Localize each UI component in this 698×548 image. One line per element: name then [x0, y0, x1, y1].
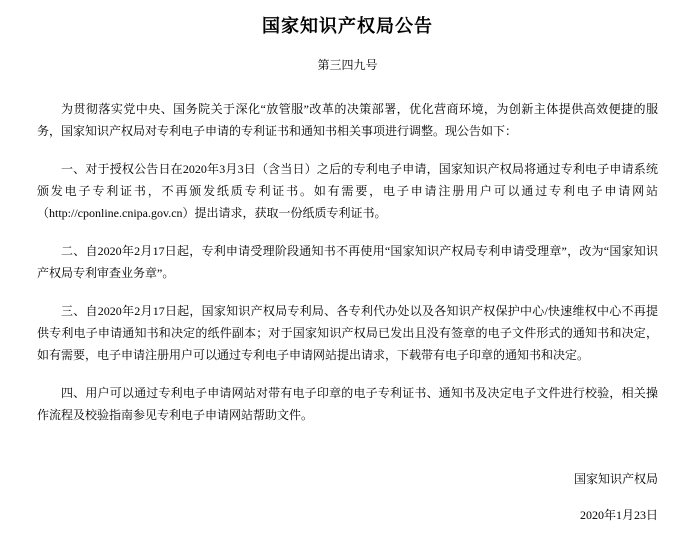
issuer-signature: 国家知识产权局 [573, 472, 658, 486]
announcement-number: 第三四九号 [317, 58, 378, 72]
body-paragraph-item-4: 四、用户可以通过专利电子申请网站对带有电子印章的电子专利证书、通知书及决定电子文件进行校验，相关操作流程及校验指南参见专利电子申请网站帮助文件。 [37, 386, 658, 422]
announcement-body [37, 98, 658, 426]
body-paragraph-item-3: 三、自2020年2月17日起，国家知识产权局专利局、各专利代办处以及各知识产权保护中心/快速维权中心不再提供专利电子申请通知书和决定的纸件副本；对于国家知识产权局已发出且没有签章的电子文件形式的通知书和决定，如有需要，电子申请注册用户可以通过专利电子申请网站提出请求，下载带有电子印章的通知书和决定。 [37, 304, 658, 362]
body-paragraph-intro: 为贯彻落实党中央、国务院关于深化“放管服”改革的决策部署，优化营商环境，为创新主体提供高效便捷的服务，国家知识产权局对专利电子申请的专利证书和通知书相关事项进行调整。现公告如下： [37, 102, 658, 138]
body-paragraph-item-1: 一、对于授权公告日在2020年3月3日（含当日）之后的专利电子申请，国家知识产权局将通过专利电子申请系统颁发电子专利证书，不再颁发纸质专利证书。如有需要，电子申请注册用户可以通过专利电子申请网站（http://cponline.cnipa.gov.cn）提出请求，获取一份纸质专利证书。 [37, 162, 658, 220]
body-paragraph-item-2: 二、自2020年2月17日起，专利申请受理阶段通知书不再使用“国家知识产权局专利申请受理章”，改为“国家知识产权局专利审查业务章”。 [37, 244, 658, 280]
issue-date: 2020年1月23日 [579, 508, 658, 522]
announcement-title: 国家知识产权局公告 [262, 16, 433, 36]
